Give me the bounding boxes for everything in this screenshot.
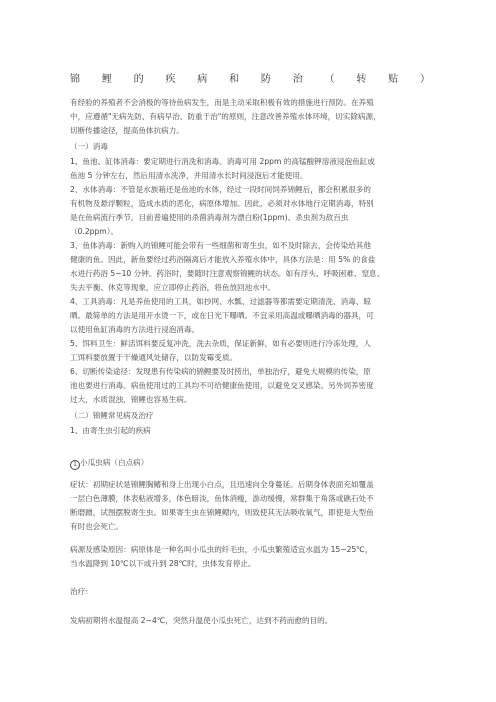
text-line: 水进行药浴 5~10 分钟。药浴时，要随时注意观察锦鲤的状态。如有浮头、呼吸困难、窒息、 <box>70 269 385 278</box>
text-line: 治疗： <box>70 587 93 596</box>
text-line: 2、水体消毒：不管是水族箱还是鱼池的水体，经过一段时间饲养锦鲤后，都会积累很多的 <box>70 185 371 194</box>
text-line: 有经验的养殖者不会消极的等待鱼病发生，而是主动采取积极有效的措施进行预防。在养殖 <box>70 98 374 107</box>
title-char: （ <box>324 74 335 85</box>
document-title <box>70 70 430 85</box>
text-line: 6、切断传染途径：发现患有传染病的锦鲤要及时捞出，单独治疗，避免大规模的传染，原 <box>70 367 371 376</box>
text-line: 5、饵料卫生：鲜活饵料要反复冲洗，洗去杂质，保证新鲜，如有必要则进行冷冻处理，人 <box>70 339 371 348</box>
title-char: 防 <box>260 74 271 85</box>
text-line: 1、鱼池、缸体消毒：要定期进行消洗和消毒。消毒可用 2ppm 的高锰酸钾溶液浸泡鱼缸或 <box>70 157 375 166</box>
text-line: 有机物及悬浮颗粒，造成水质的恶化，病原体增加。因此，必须对水体地行定期消毒，特别 <box>70 199 374 208</box>
text-line: 鱼池 5 分钟左右，然后用清水洗净，并用清水长时间浸泡后才能使用。 <box>70 171 308 180</box>
text-line: 健康的鱼。因此，新鱼要经过药浴隔离后才能放入养殖水体中，具体方法是：用 5% 的食盐 <box>70 255 376 264</box>
title-char: 和 <box>229 74 240 85</box>
text-line: （0.2ppm）。 <box>70 227 119 236</box>
text-line: 3、鱼体消毒：新购入的锦鲤可能会带有一些细菌和寄生虫，如不及时除去，会传染给其他 <box>70 241 371 250</box>
sub-item-heading <box>70 456 430 470</box>
title-char: 病 <box>197 74 208 85</box>
title-char: 鲤 <box>101 74 112 85</box>
circled-number: 1 <box>70 460 80 470</box>
text-line: 以使用鱼缸消毒的方法进行浸泡消毒。 <box>70 325 200 334</box>
title-char: 锦 <box>70 74 80 85</box>
text-line: 是在鱼病流行季节。目前普遍使用的杀菌消毒剂为漂白粉(1ppm)、杀虫剂为敌百虫 <box>70 213 349 222</box>
title-char: 贴 <box>388 74 399 85</box>
text-line: 失去平衡、休克等现象，应立即停止药浴，将鱼放回池水中。 <box>70 283 276 292</box>
text-line: 有时也会死亡。 <box>70 522 124 531</box>
text-line: （一）消毒 <box>70 142 108 151</box>
text-line: 晒。最简单的方法是用开水烫一下，或在日光下曝晒。不宜采用高温或曝晒消毒的器具，可 <box>70 311 374 320</box>
text-line: 池也要进行消毒。病鱼使用过的工具均不可给健康鱼使用，以避免交叉感染。另外饲养密度 <box>70 381 374 390</box>
text-line: 4、工具消毒：凡是养鱼使用的工具，如抄网、水瓢、过滤器等都需要定期清洗、消毒、晾 <box>70 297 371 306</box>
title-char: 的 <box>133 74 144 85</box>
text-line: （二）锦鲤常见病及治疗 <box>70 411 154 420</box>
text-line: 1、由寄生虫引起的疾病 <box>70 426 151 435</box>
title-char: 转 <box>356 74 367 85</box>
sub-item-label: 小瓜虫病（白点病） <box>80 458 149 467</box>
title-char: 治 <box>292 74 303 85</box>
text-line: 过大，水质混浊，锦鲤也容易生病。 <box>70 395 192 404</box>
text-line: 病源及感染原因：病原体是一种名叫小瓜虫的纤毛虫，小瓜虫繁殖适宜水温为 15~25℃， <box>70 545 373 554</box>
title-char: ） <box>419 74 430 85</box>
text-line: 一层白色薄膜，体表粘液增多，体色暗淡，鱼体消瘦，游动缓慢，常群集于角落或礁石处不 <box>70 494 374 503</box>
text-line: 切断传播途径，提高鱼体抗病力。 <box>70 126 184 135</box>
text-line: 发病初期将水温提高 2~4℃，突然升温使小瓜虫死亡，达到不药而愈的目的。 <box>70 616 333 625</box>
text-line: 中，应遵循"无病先防、有病早治、防重于治"的原则，注意改善养殖水体环境，切实除病源， <box>70 112 381 121</box>
text-line: 工饵料要放置于干燥通风处储存，以防发霉变质。 <box>70 353 238 362</box>
text-line: 断磨蹭，试图摆脱寄生虫。如果寄生虫在锦鲤鳃内，则致使其无法吸收氧气，即使是大型鱼 <box>70 508 374 517</box>
text-line: 症状：初期症状是锦鲤胸鳍和身上出现小白点，且迅速向全身蔓延。后期身体表面充如覆盖 <box>70 480 374 489</box>
text-line: 当水温降到 10℃以下或升到 28℃时，虫体发育停止。 <box>70 559 256 568</box>
title-char: 疾 <box>165 74 176 85</box>
